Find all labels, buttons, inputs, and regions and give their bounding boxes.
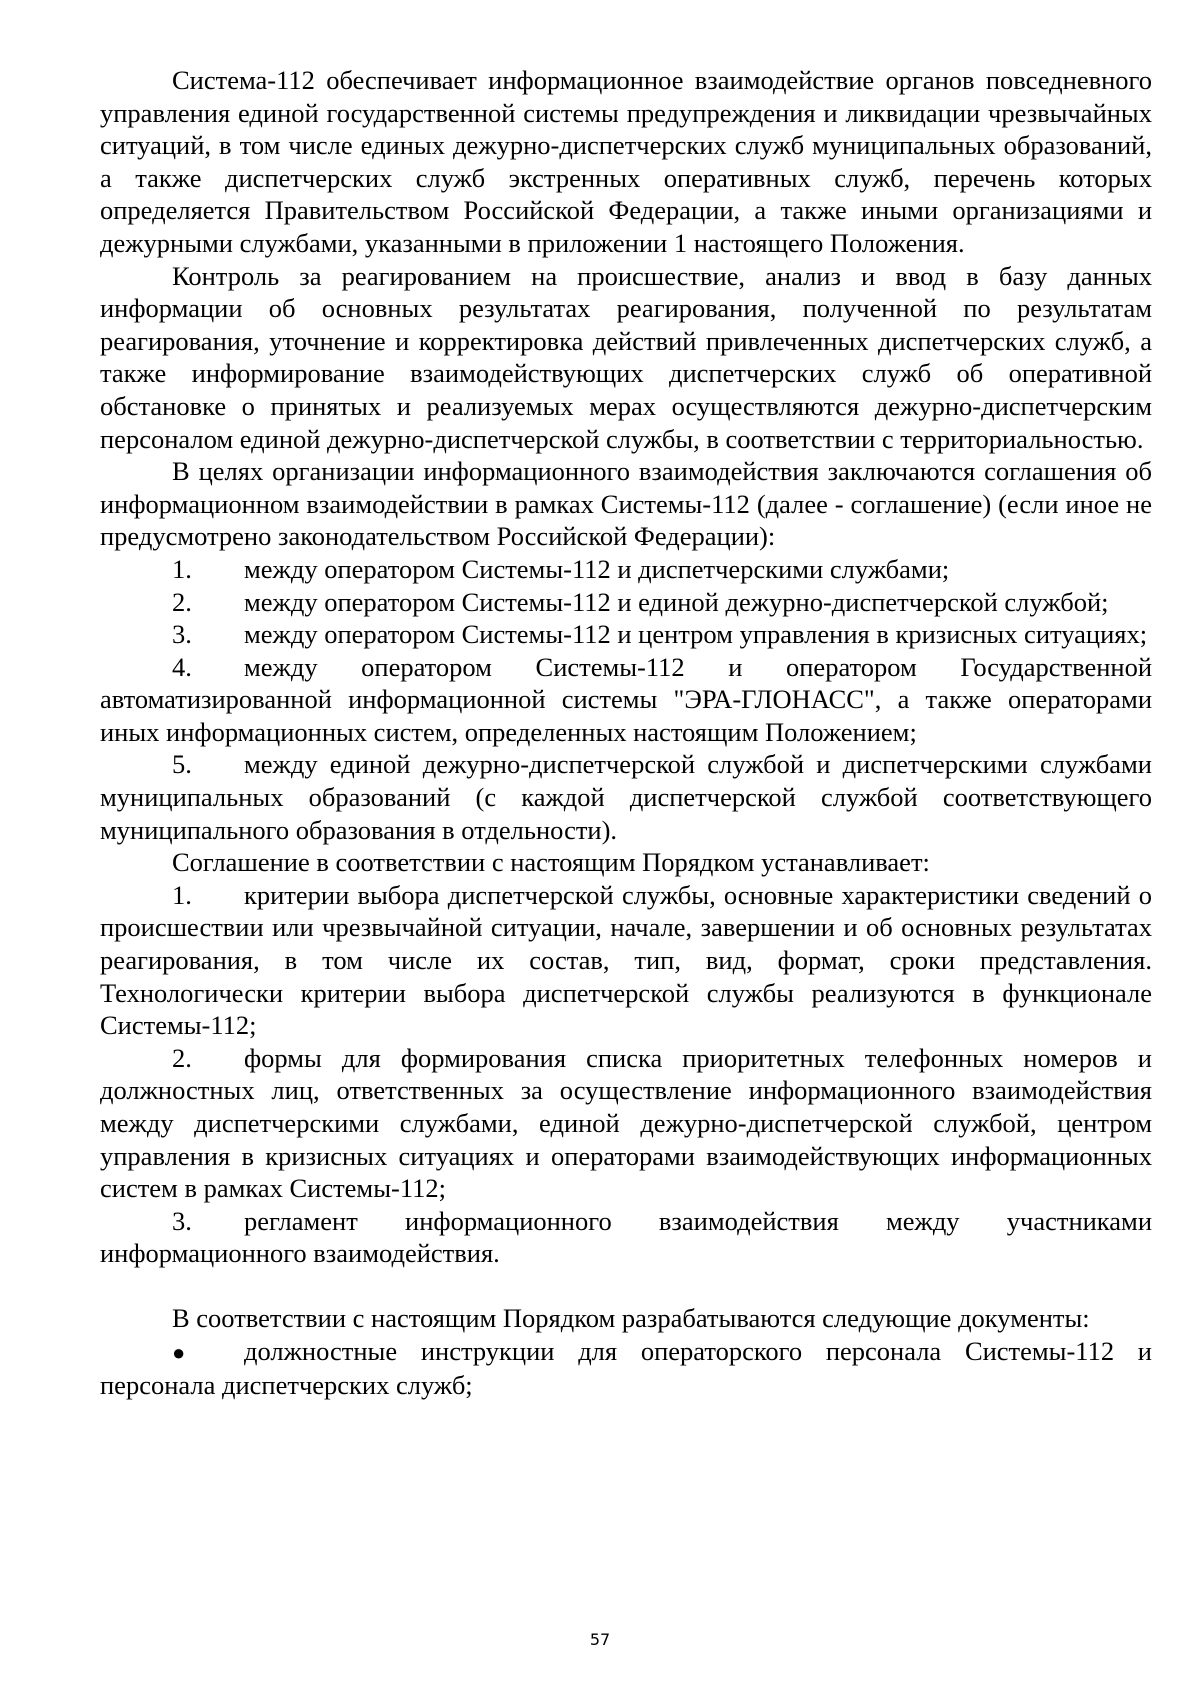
list-item <box>100 586 1152 619</box>
paragraph-system112: Система-112 обеспечивает информационное взаимодействие органов повседневного управления единой государственной системы предупреждения и ликвидации чрезвычайных ситуаций, в том числе единых дежурно-диспетчерских служб муниципальных образований, а также диспетчерских служб экстренных оперативных служб, перечень которых определяется Правительством Российской Федерации, а также иными организациями и дежурными службами, указанными в приложении 1 настоящего Положения. <box>100 65 1152 258</box>
list-number: 3. <box>172 1205 192 1236</box>
list-item <box>100 1205 1152 1270</box>
list-item-text: критерии выбора диспетчерской службы, основные характеристики сведений о происшествии или чрезвычайной ситуации, начале, завершении и об основных результатах реагирования, в том числе их состав, тип, вид, формат, сроки представления. Технологически критерии выбора диспетчерской службы реализуются в функционале Системы-112; <box>100 879 1152 1041</box>
list-number: 1. <box>172 879 192 910</box>
list-number: 3. <box>172 619 192 650</box>
list-number: 2. <box>172 586 192 617</box>
bullet-item <box>100 1335 1152 1402</box>
document-body <box>100 64 1152 1402</box>
list-number: 1. <box>172 553 192 584</box>
list-item <box>100 618 1152 651</box>
list-item-text: между оператором Системы-112 и единой дежурно-диспетчерской службой; <box>244 586 1109 617</box>
paragraph-spacer <box>100 1270 1152 1302</box>
list-item-text: между оператором Системы-112 и центром управления в кризисных ситуациях; <box>244 619 1148 650</box>
paragraph-agreements: В целях организации информационного взаимодействия заключаются соглашения об информационном взаимодействии в рамках Системы-112 (далее - соглашение) (если иное не предусмотрено законодательством Российской Федерации): <box>100 456 1152 552</box>
list-number: 4. <box>172 651 192 682</box>
paragraph-control: Контроль за реагированием на происшествие, анализ и ввод в базу данных информации об основных результатах реагирования, полученной по результатам реагирования, уточнение и корректировка действий привлеченных диспетчерских служб, а также информирование взаимодействующих диспетчерских служб об оперативной обстановке о принятых и реализуемых мерах осуществляются дежурно-диспетчерским персоналом единой дежурно-диспетчерской службы, в соответствии с территориальностью. <box>100 260 1152 454</box>
list-item-text: формы для формирования списка приоритетных телефонных номеров и должностных лиц, ответственных за осуществление информационного взаимодействия между диспетчерскими службами, единой дежурно-диспетчерской службой, центром управления в кризисных ситуациях и операторами взаимодействующих информационных систем в рамках Системы-112; <box>100 1042 1152 1204</box>
list-item-text: регламент информационного взаимодействия между участниками информационного взаимодействия. <box>100 1205 1152 1269</box>
list-number: 2. <box>172 1042 192 1073</box>
bullet-icon: ● <box>172 1339 186 1365</box>
list-item <box>100 1042 1152 1205</box>
list-item <box>100 748 1152 846</box>
page-number: 57 <box>589 1630 611 1649</box>
list-item-text: между оператором Системы-112 и оператором Государственной автоматизированной информационной системы "ЭРА-ГЛОНАСС", а также операторами иных информационных систем, определенных настоящим Положением; <box>100 651 1152 747</box>
bullet-item-text: должностные инструкции для операторского персонала Системы-112 и персонала диспетчерских служб; <box>100 1335 1152 1401</box>
list-item <box>100 651 1152 749</box>
list-item-text: между единой дежурно-диспетчерской службой и диспетчерскими службами муниципальных образований (с каждой диспетчерской службой соответствующего муниципального образования в отдельности). <box>100 749 1152 845</box>
list-item-text: между оператором Системы-112 и диспетчерскими службами; <box>244 553 950 584</box>
paragraph-documents-intro: В соответствии с настоящим Порядком разрабатываются следующие документы: <box>172 1302 1090 1333</box>
list-item <box>100 879 1152 1042</box>
list-item <box>100 553 1152 586</box>
paragraph-agreement-intro: Соглашение в соответствии с настоящим Порядком устанавливает: <box>172 847 930 878</box>
list-number: 5. <box>172 749 192 780</box>
